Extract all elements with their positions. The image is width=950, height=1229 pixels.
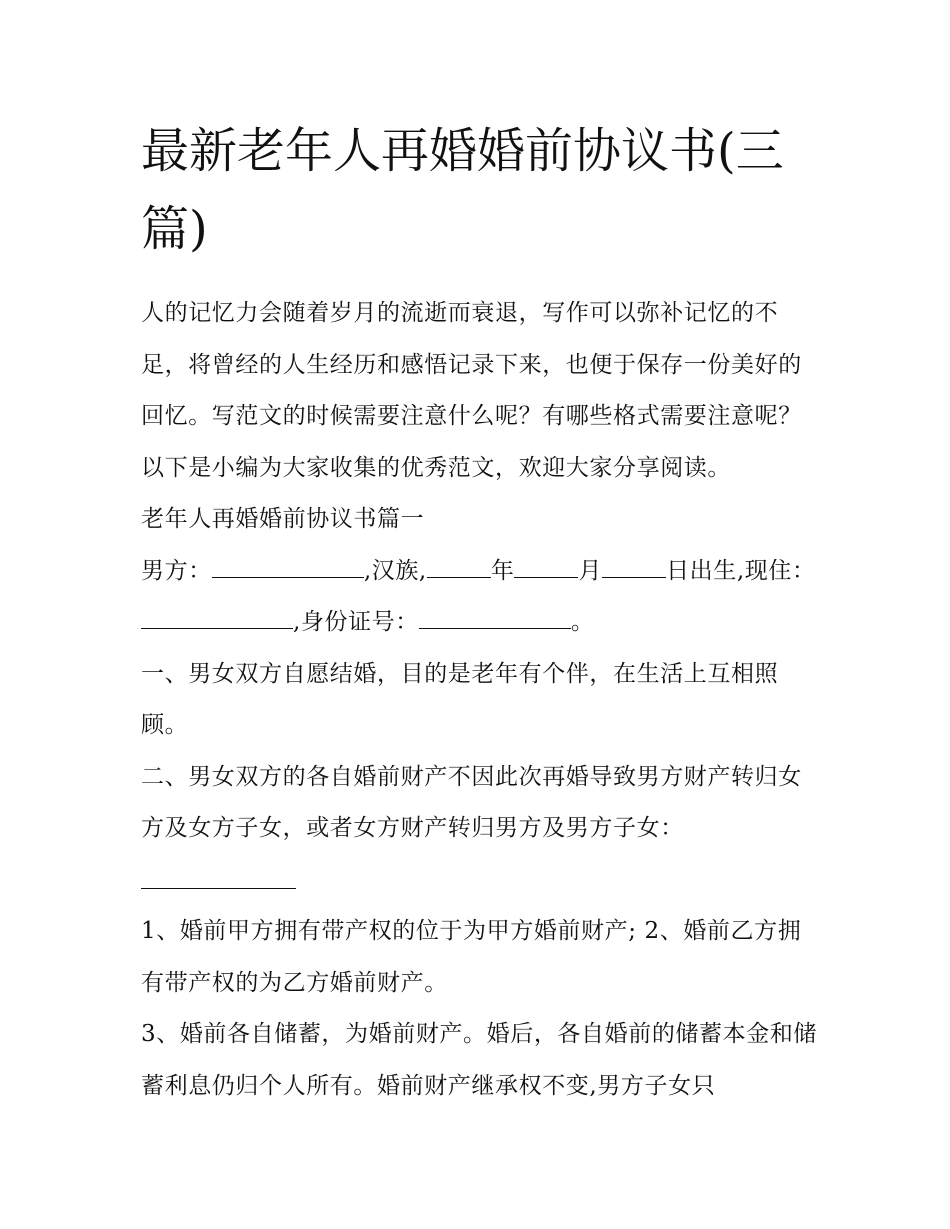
month-text: 月 — [578, 557, 603, 584]
items-1-2: 1、婚前甲方拥有带产权的位于为甲方婚前财产; 2、婚前乙方拥有带产权的为乙方婚前财产。 — [141, 918, 802, 996]
name-blank — [212, 559, 364, 578]
male-party-line — [141, 546, 821, 649]
ethnicity-text: ,汉族, — [363, 557, 427, 584]
clause-2: 二、男女双方的各自婚前财产不因此次再婚导致男方财产转归女方及女方子女，或者女方财产转归男方及男方子女： — [141, 763, 802, 841]
id-number-blank — [419, 610, 571, 629]
birth-day-blank — [602, 559, 666, 578]
document-title: 最新老年人再婚婚前协议书(三篇) — [141, 123, 784, 257]
intro-paragraph: 人的记忆力会随着岁月的流逝而衰退，写作可以弥补记忆的不足，将曾经的人生经历和感悟记录下来，也便于保存一份美好的回忆。写范文的时候需要注意什么呢？有哪些格式需要注意呢？以下是小编为大家收集的优秀范文，欢迎大家分享阅读。 — [141, 300, 802, 481]
year-text: 年 — [490, 557, 515, 584]
property-blank-line — [141, 888, 296, 889]
male-label: 男方： — [141, 557, 212, 584]
id-label: ,身份证号： — [293, 609, 419, 635]
item-3: 3、婚前各自储蓄，为婚前财产。婚后，各自婚前的储蓄本金和储蓄利息仍归个人所有。婚前财产继承权不变,男方子女只 — [141, 1021, 818, 1099]
clause-1: 一、男女双方自愿结婚，目的是老年有个伴，在生活上互相照顾。 — [141, 660, 779, 738]
property-blank — [141, 855, 821, 907]
address-blank — [141, 610, 293, 629]
section-heading: 老年人再婚婚前协议书篇一 — [141, 506, 425, 532]
birth-address-text: 日出生,现住： — [666, 557, 816, 584]
birth-month-blank — [514, 559, 578, 578]
birth-year-blank — [427, 559, 491, 578]
document-body — [141, 112, 821, 1112]
line-end: 。 — [570, 609, 595, 635]
